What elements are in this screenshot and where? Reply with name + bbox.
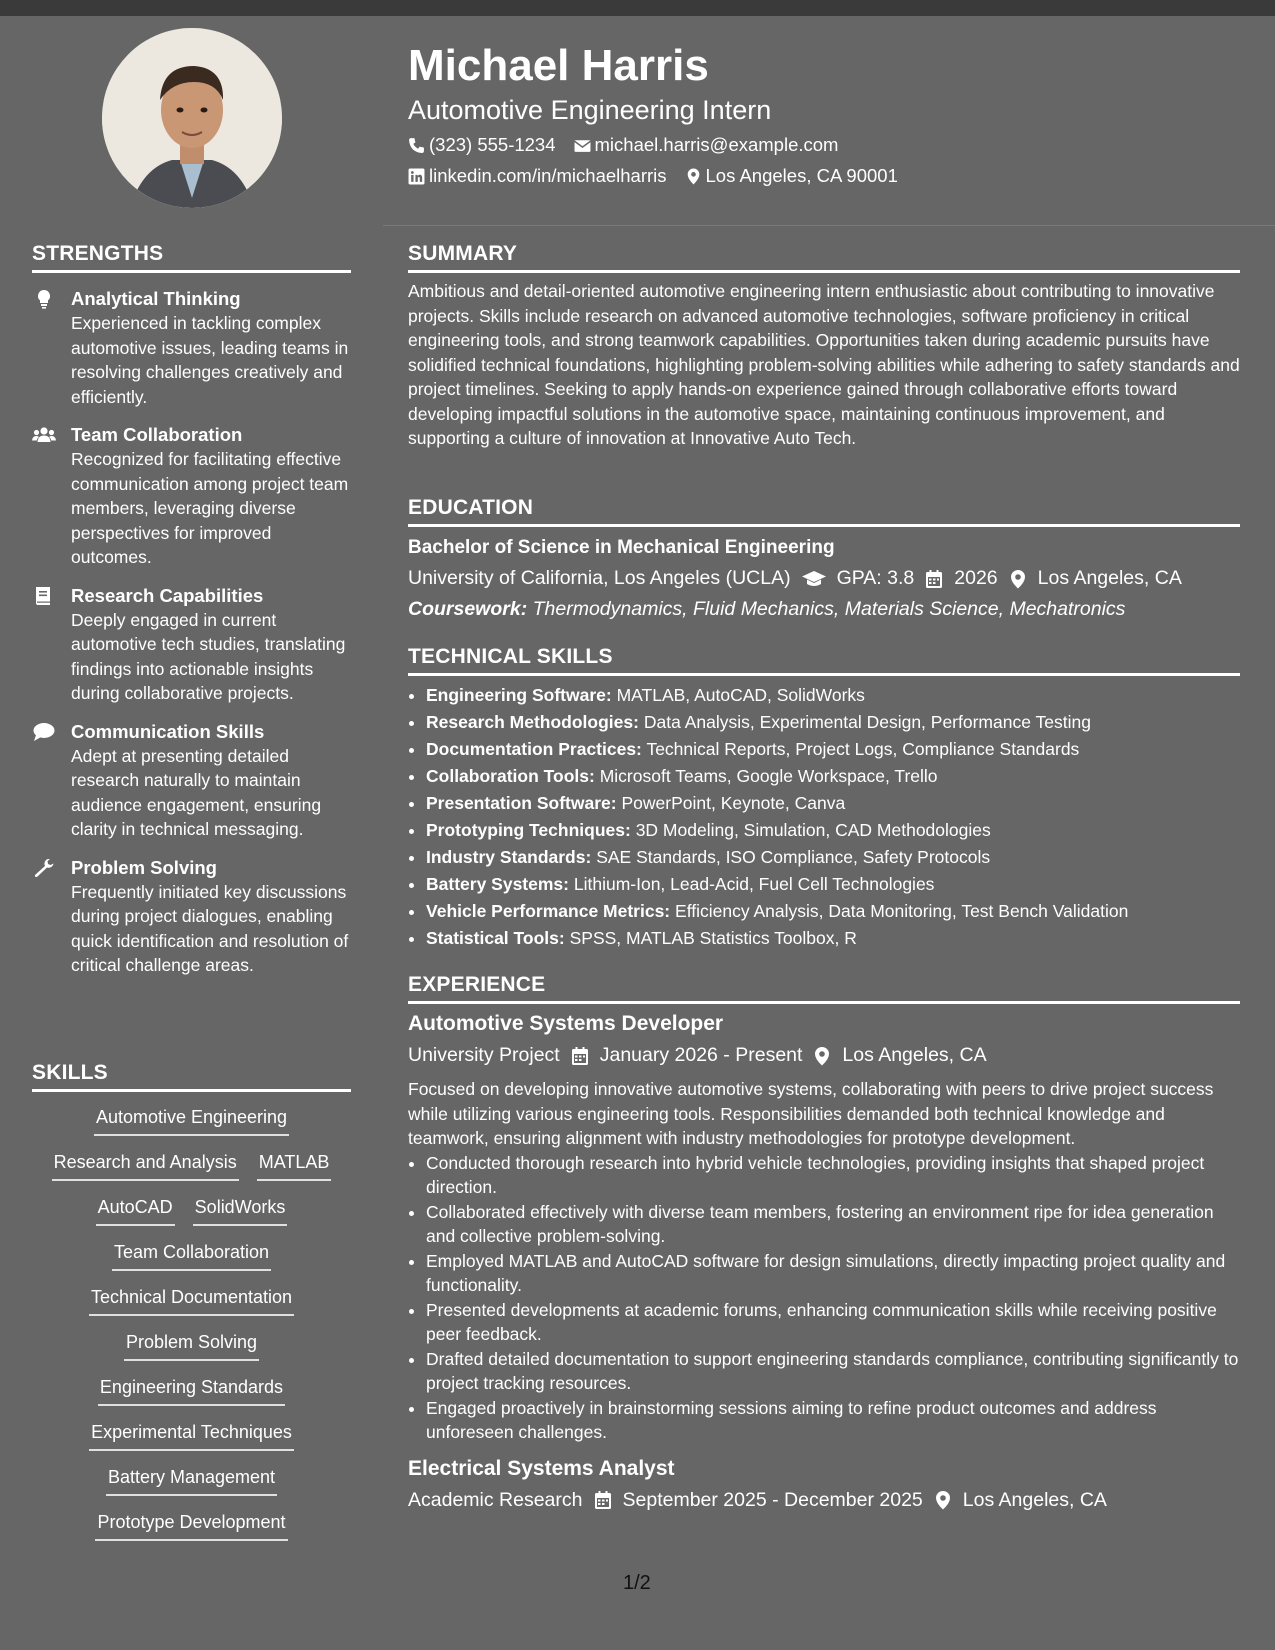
strengths-rule	[32, 270, 351, 273]
lightbulb-icon	[32, 289, 56, 309]
skill-value: 3D Modeling, Simulation, CAD Methodologies	[635, 820, 991, 840]
book-icon	[32, 586, 56, 606]
profile-photo	[102, 28, 282, 208]
calendar-icon	[570, 1046, 590, 1066]
skill-tag: SolidWorks	[193, 1196, 288, 1226]
gpa-text: GPA: 3.8	[836, 567, 915, 589]
strength-desc: Experienced in tackling complex automotive issues, leading teams in resolving challenges creatively and efficiently.	[71, 313, 349, 407]
list-item	[426, 817, 1240, 844]
skills-section	[32, 1061, 351, 1556]
strength-title: Team Collaboration	[71, 424, 243, 445]
location-text: Los Angeles, CA 90001	[705, 165, 898, 186]
skill-label: Documentation Practices:	[426, 739, 642, 759]
graduation-year: 2026	[954, 567, 998, 589]
strength-desc: Recognized for facilitating effective communication among project team members, leveraging diverse perspectives for improved outcomes.	[71, 449, 349, 567]
strength-item	[32, 584, 351, 706]
skill-tag: Automotive Engineering	[94, 1106, 289, 1136]
list-item: • Employed MATLAB and AutoCAD software for design simulations, directly impacting project quality and functionality.	[426, 1249, 1240, 1298]
list-item: • Collaborated effectively with diverse team members, fostering an environment ripe for idea generation and collective problem-solving.	[426, 1200, 1240, 1249]
strength-desc: Deeply engaged in current automotive tech studies, translating findings into actionable insights during collaborative projects.	[71, 609, 346, 703]
degree-title: Bachelor of Science in Mechanical Engineering	[408, 537, 835, 558]
skill-label: Research Methodologies:	[426, 712, 639, 732]
job-org: Academic Research	[408, 1488, 583, 1511]
list-item	[426, 682, 1240, 709]
list-item: • Engaged proactively in brainstorming sessions aiming to refine product outcomes and address unforeseen challenges.	[426, 1396, 1240, 1445]
strength-item	[32, 720, 351, 842]
strength-item	[32, 287, 351, 409]
experience-rule	[408, 1001, 1240, 1004]
linkedin-text: linkedin.com/in/michaelharris	[429, 165, 667, 186]
list-item	[426, 763, 1240, 790]
top-bar	[0, 0, 1275, 16]
strength-title: Analytical Thinking	[71, 288, 241, 309]
wrench-icon	[32, 858, 56, 878]
skill-label: Engineering Software:	[426, 685, 612, 705]
education-heading: EDUCATION	[408, 496, 534, 519]
list-item	[426, 790, 1240, 817]
email-text: michael.harris@example.com	[594, 134, 839, 155]
list-item: • Drafted detailed documentation to support engineering standards compliance, contributing significantly to project tracking resources.	[426, 1347, 1240, 1396]
location-pin-icon	[685, 168, 702, 185]
job-title: Automotive Systems Developer	[408, 1012, 724, 1035]
contact-row-2	[408, 165, 898, 187]
skills-tags	[32, 1106, 351, 1556]
strengths-heading: STRENGTHS	[32, 242, 164, 265]
skill-tag: Research and Analysis	[52, 1151, 239, 1181]
users-icon	[32, 425, 56, 445]
strength-title: Communication Skills	[71, 720, 265, 742]
coursework	[408, 598, 1240, 621]
skill-label: Vehicle Performance Metrics:	[426, 901, 671, 921]
skills-rule	[32, 1089, 351, 1092]
skill-tag: Battery Management	[106, 1466, 277, 1496]
education-section	[408, 496, 1240, 621]
skill-label: Prototyping Techniques:	[426, 820, 631, 840]
graduation-cap-icon	[801, 569, 827, 589]
skill-value: SPSS, MATLAB Statistics Toolbox, R	[569, 928, 857, 948]
skill-value: MATLAB, AutoCAD, SolidWorks	[616, 685, 865, 705]
job-location: Los Angeles, CA	[962, 1488, 1107, 1511]
candidate-role: Automotive Engineering Intern	[408, 95, 772, 125]
skill-value: Lithium-Ion, Lead-Acid, Fuel Cell Technologies	[573, 874, 935, 894]
skill-value: PowerPoint, Keynote, Canva	[621, 793, 846, 813]
job-description: Focused on developing innovative automotive systems, collaborating with peers to drive project success while utilizing various engineering tools. Responsibilities demanded both technical knowledge and teamwork, ensuring alignment with industry methodologies for prototype development.	[408, 1079, 1214, 1148]
location-pin-icon	[933, 1490, 953, 1510]
skill-value: Efficiency Analysis, Data Monitoring, Test Bench Validation	[675, 901, 1129, 921]
list-item	[426, 709, 1240, 736]
skill-tag: MATLAB	[257, 1151, 332, 1181]
skill-label: Collaboration Tools:	[426, 766, 595, 786]
job-location: Los Angeles, CA	[842, 1044, 987, 1066]
technical-skills-rule	[408, 673, 1240, 676]
location-pin-icon	[1008, 569, 1028, 589]
skill-tag: Prototype Development	[95, 1511, 287, 1541]
list-item	[426, 898, 1240, 925]
skill-tag: Technical Documentation	[89, 1286, 294, 1316]
strength-desc: Adept at presenting detailed research naturally to maintain audience engagement, ensuring clarity in technical messaging.	[71, 745, 322, 839]
candidate-name: Michael Harris	[408, 41, 709, 90]
strength-item	[32, 856, 351, 978]
skill-tag: AutoCAD	[96, 1196, 175, 1226]
education-rule	[408, 524, 1240, 527]
education-location: Los Angeles, CA	[1037, 567, 1182, 589]
strength-item	[32, 423, 351, 570]
calendar-icon	[593, 1490, 613, 1510]
job-meta	[408, 1489, 1240, 1512]
skill-value: SAE Standards, ISO Compliance, Safety Protocols	[596, 847, 991, 867]
job-meta	[408, 1044, 1240, 1067]
job-title: Electrical Systems Analyst	[408, 1456, 675, 1480]
strengths-section	[32, 242, 351, 978]
skill-label: Presentation Software:	[426, 793, 617, 813]
skill-label: Industry Standards:	[426, 847, 592, 867]
strength-title: Research Capabilities	[71, 584, 264, 606]
education-meta	[408, 567, 1240, 590]
phone-text: (323) 555-1234	[429, 134, 556, 155]
technical-skills-heading: TECHNICAL SKILLS	[408, 645, 613, 668]
location-pin-icon	[812, 1046, 832, 1066]
skill-tag: Team Collaboration	[112, 1241, 271, 1271]
coursework-label: Coursework:	[408, 598, 528, 620]
summary-rule	[408, 270, 1240, 273]
coursework-list: Thermodynamics, Fluid Mechanics, Materials Science, Mechatronics	[532, 598, 1126, 620]
experience-heading: EXPERIENCE	[408, 973, 546, 996]
list-item	[426, 925, 1240, 952]
job-dates: September 2025 - December 2025	[622, 1488, 923, 1511]
skill-tag: Problem Solving	[124, 1331, 259, 1361]
header-divider	[383, 225, 1275, 226]
contact-row-1	[408, 134, 838, 156]
skill-value: Data Analysis, Experimental Design, Performance Testing	[643, 712, 1091, 732]
list-item: • Presented developments at academic forums, enhancing communication skills while receiving positive peer feedback.	[426, 1298, 1240, 1347]
summary-section	[408, 242, 1240, 451]
summary-text: Ambitious and detail-oriented automotive engineering intern enthusiastic about contributing to innovative projects. Skills include research on advanced automotive technologies, software proficiency in critical engineering tools, and strong teamwork capabilities. Opportunities taken during academic pursuits have solidified technical foundations, highlighting problem-solving abilities while adhering to safety standards and project timelines. Seeking to apply hands-on experience gained through collaborative efforts toward developing impactful solutions in the automotive space, maintaining continuous improvement, and supporting a culture of innovation at Innovative Auto Tech.	[408, 281, 1240, 448]
page-number: 1/2	[623, 1572, 651, 1594]
skill-value: Technical Reports, Project Logs, Compliance Standards	[646, 739, 1080, 759]
school-name: University of California, Los Angeles (UCLA)	[408, 567, 791, 589]
skill-tag: Experimental Techniques	[89, 1421, 294, 1451]
summary-heading: SUMMARY	[408, 242, 518, 265]
list-item	[426, 736, 1240, 763]
skill-tag: Engineering Standards	[98, 1376, 285, 1406]
experience-section	[408, 973, 1240, 1512]
list-item	[426, 871, 1240, 898]
technical-skills-section	[408, 645, 1240, 952]
technical-skills-list	[408, 682, 1240, 952]
list-item	[426, 844, 1240, 871]
envelope-icon	[574, 137, 591, 154]
strength-title: Problem Solving	[71, 856, 217, 878]
phone-icon	[408, 137, 425, 154]
skills-heading: SKILLS	[32, 1061, 108, 1084]
calendar-icon	[924, 569, 944, 589]
job-dates: January 2026 - Present	[599, 1044, 803, 1066]
list-item: • Conducted thorough research into hybrid vehicle technologies, providing insights that shaped project direction.	[426, 1151, 1240, 1200]
job-bullets	[408, 1151, 1240, 1445]
speech-bubble-icon	[32, 722, 56, 742]
skill-value: Microsoft Teams, Google Workspace, Trello	[599, 766, 938, 786]
skill-label: Battery Systems:	[426, 874, 569, 894]
job-org: University Project	[408, 1044, 560, 1066]
strength-desc: Frequently initiated key discussions during project dialogues, enabling quick identification and resolution of critical challenge areas.	[71, 881, 349, 975]
skill-label: Statistical Tools:	[426, 928, 565, 948]
linkedin-icon	[408, 168, 425, 185]
